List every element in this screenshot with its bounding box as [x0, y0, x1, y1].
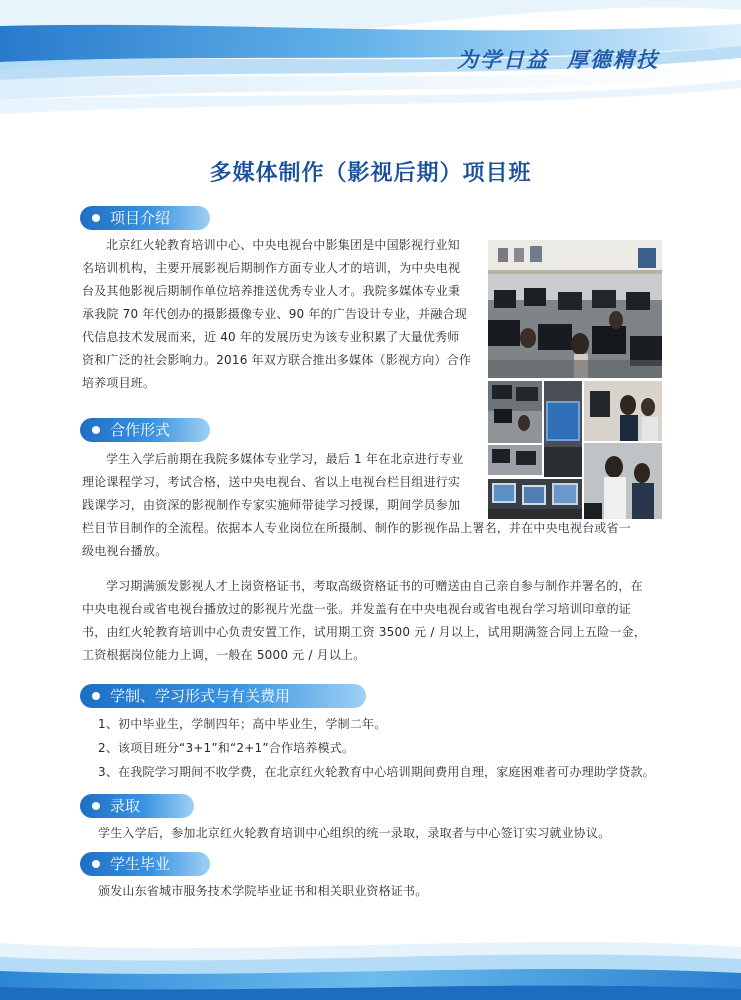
graduation-text: 颁发山东省城市服务技术学院毕业证书和相关职业资格证书。: [98, 884, 428, 898]
section-heading-graduation: 学生毕业: [80, 852, 210, 876]
cooperation-line: 级电视台播放。: [82, 544, 168, 558]
cooperation-line: 理论课程学习，考试合格，送中央电视台、省以上电视台栏目组进行实: [82, 475, 461, 489]
footer-wave-decoration: [0, 925, 741, 1000]
certificate-line: 学习期满颁发影视人才上岗资格证书，考取高级资格证书的可赠送由自己亲自参与制作并署名的，在: [106, 579, 643, 593]
classroom-photo-4: [584, 381, 662, 441]
classroom-photo-main: [488, 240, 662, 378]
certificate-line: 中央电视台或省电视台播放过的影视片光盘一张。并发盖有在中央电视台或省电视台学习培训印章的证: [82, 602, 632, 616]
certificate-paragraph: [82, 575, 668, 667]
schooling-item: 2、该项目班分“3+1”和“2+1”合作培养模式。: [98, 741, 355, 755]
cooperation-line: 践课学习，由资深的影视制作专家实施师带徒学习授课，期间学员参加: [82, 498, 461, 512]
intro-paragraph: [82, 234, 482, 395]
cooperation-line: 栏目节目制作的全流程。依据本人专业岗位在所摄制、制作的影视作品上署名，并在中央电视台或省一: [82, 521, 632, 535]
motto: [457, 44, 659, 74]
schooling-item: 1、初中毕业生，学制四年；高中毕业生，学制二年。: [98, 717, 387, 731]
intro-line: 名培训机构，主要开展影视后期制作方面专业人才的培训，为中央电视: [82, 261, 461, 275]
certificate-line: 书，由红火轮教育培训中心负责安置工作，试用期工资 3500 元 / 月以上，试用期满签合同上五险一金，: [82, 625, 647, 639]
classroom-photo-6: [488, 445, 542, 475]
schooling-list: [98, 712, 678, 784]
cooperation-paragraph-narrow: [82, 448, 482, 517]
cooperation-line: 学生入学后前期在我院多媒体专业学习，最后 1 年在北京进行专业: [106, 452, 464, 466]
classroom-photo-3: [544, 381, 582, 477]
classroom-photo-2: [488, 381, 542, 443]
page-title: 多媒体制作（影视后期）项目班: [209, 160, 532, 186]
section-heading-cooperation: 合作形式: [80, 418, 210, 442]
motto-left: 为学日益: [457, 47, 549, 72]
intro-line: 承我院 70 年代创办的摄影摄像专业、90 年的广告设计专业，并融合现: [82, 307, 467, 321]
schooling-item: 3、在我院学习期间不收学费，在北京红火轮教育中心培训期间费用自理，家庭困难者可办理助学贷款。: [98, 765, 655, 779]
classroom-photo-5: [584, 443, 662, 519]
section-heading-schooling: 学制、学习形式与有关费用: [80, 684, 366, 708]
section-heading-intro: 项目介绍: [80, 206, 210, 230]
intro-line: 台及其他影视后期制作单位培养推送优秀专业人才。我院多媒体专业秉: [82, 284, 461, 298]
admission-text: 学生入学后，参加北京红火轮教育培训中心组织的统一录取，录取者与中心签订实习就业协议。: [98, 826, 611, 840]
section-heading-admission: 录取: [80, 794, 194, 818]
classroom-photo-7: [488, 479, 582, 519]
cooperation-paragraph-wide: [82, 517, 668, 563]
intro-line: 资和广泛的社会影响力。2016 年双方联合推出多媒体（影视方向）合作: [82, 353, 472, 367]
motto-right: 厚德精技: [567, 47, 659, 72]
certificate-line: 工资根据岗位能力上调，一般在 5000 元 / 月以上。: [82, 648, 366, 662]
intro-line: 培养项目班。: [82, 376, 156, 390]
intro-line: 北京红火轮教育培训中心、中央电视台中影集团是中国影视行业知: [106, 238, 460, 252]
intro-line: 代信息技术发展而来，近 40 年的发展历史为该专业积累了大量优秀师: [82, 330, 460, 344]
